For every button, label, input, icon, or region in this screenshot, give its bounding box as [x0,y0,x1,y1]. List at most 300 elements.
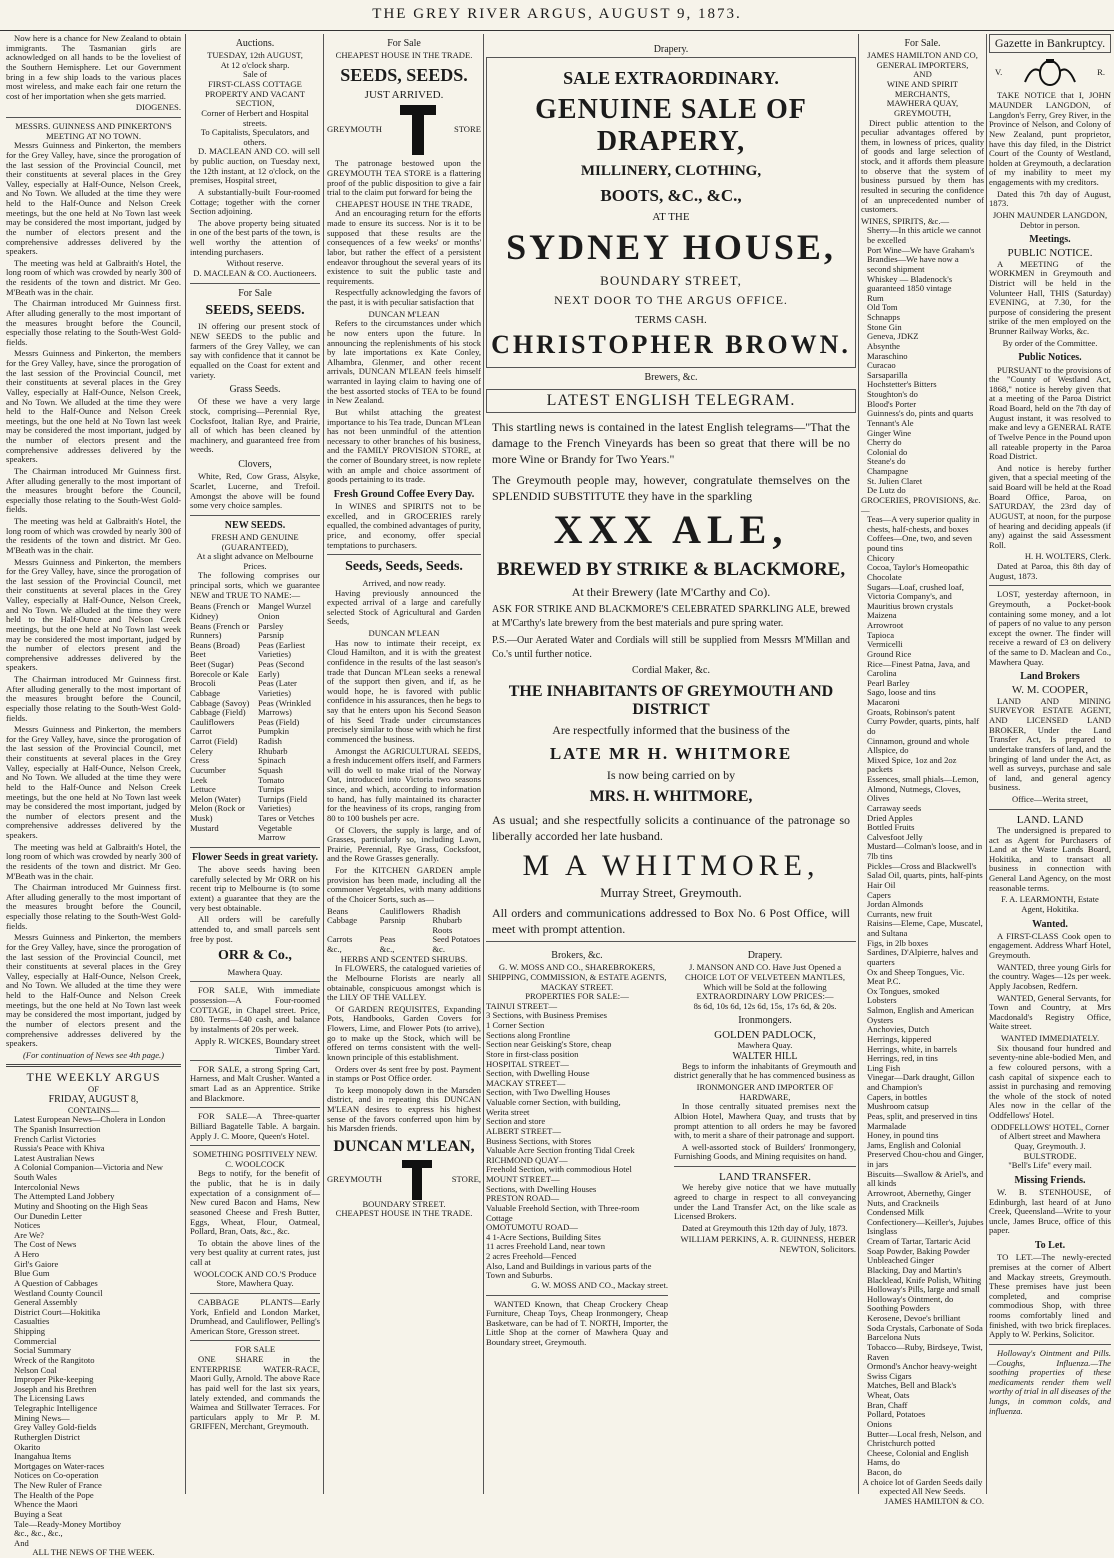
section-heading: Brewers, &c. [644,371,698,383]
list-item: Groats, Robinson's patent [867,706,956,717]
list-item: Cinnamon, ground and whole [867,735,970,746]
list-item: Butter—Local fresh, Nelson, and Christchurch potted [867,1428,982,1449]
golden-padlock: GOLDEN PADLOCK, [714,1028,816,1041]
list-item: Blood's Porter [867,398,917,409]
ad-paragraph: White, Red, Cow Grass, Alsyke, Scarlet, Lucerne, and Trefoil. Amongst the above will be found some very choice samples. [190,471,320,511]
column-notices [989,34,1111,1494]
list-item: Buying a Seat [14,1508,63,1519]
terms: TERMS CASH. [635,313,707,326]
list-item: Peas (Earliest Varieties) [258,639,306,660]
list-item: Vinegar—Dark draught, Gillon and Champion's [867,1072,975,1093]
list-item: Honey, in pound tins [867,1130,939,1141]
sale-item: FIRST-CLASS COTTAGE PROPERTY AND VACANT SECTION, [204,79,306,109]
next-door: NEXT DOOR TO THE ARGUS OFFICE. [554,293,788,308]
royal-coat-of-arms-icon [1020,57,1080,87]
list-item: Carrot [190,726,212,737]
ad-paragraph: For the KITCHEN GARDEN ample provision has been made, including all the commoner Vegetables, with many additions of the Choicer Sorts, such as— [327,865,481,904]
sub-heading: GROCERIES, PROVISIONS, &c.— [861,494,981,515]
list-item: Capers, in bottles [867,1091,927,1102]
xxx-ale-heading: XXX ALE, [553,506,789,552]
list-item: Chicory [867,552,895,563]
article-paragraph: The meeting was held at Galbraith's Hotel, the long room of which was crowded by nearly 300 of the residents of the town and district. Mr Geo. M'Beath was in the chair. [6,516,181,555]
ad-paragraph: As usual; and she respectfully solicits a continuance of the patronage so liberally accorded her late husband. [492,813,850,844]
list-item: A Question of Cabbages [14,1277,98,1288]
list-item: The Licensing Laws [14,1393,85,1404]
brokers-column [486,946,668,1350]
section-heading: Ironmongers. [738,1015,792,1027]
signature: ODDFELLOWS' HOTEL, Corner of Albert street and Mawhera Quay, Greymouth. J. BULSTRODE. [990,1121,1110,1161]
hamilton-heading: JAMES HAMILTON AND CO, [867,50,978,61]
ad-paragraph: A substantially-built Four-roomed Cottage; together with the corner Section adjoining. [190,186,320,217]
inhabitants-heading: THE INHABITANTS OF GREYMOUTH AND DISTRICT [508,682,834,718]
list-item: Melon (Water) [190,793,241,804]
ad-paragraph: WANTED, General Servants, for Town and Country, at Mrs Macdonald's Registry Office, Waite street. [989,992,1111,1032]
list-item: Arrowroot [867,620,904,631]
list-item: Cress [190,755,210,766]
price-note: At a slight advance on Melbourne Prices. [196,551,314,571]
list-item: &c., &c., &c., [14,1528,63,1539]
list-item: Store in first-class position [486,1048,579,1059]
ad-paragraph: TAKE NOTICE that I, JOHN MAUNDER LANGDON, of Langdon's Ferry, Grey River, in the Province of Nelson, and Colony of New Zealand, punt proprietor, have this day filed, in the District Court of the County of Westland, holden at Greymouth, a declaration of my inability to meet my engagements with my creditors. [989,90,1111,188]
ad-line: Are respectfully informed that the business of the [552,723,790,738]
section-heading: For Sale [238,287,272,299]
ad-paragraph: This startling news is contained in the latest English telegrams—"That the damage to the French Vineyards has been so great that there will be no more Wine or Brandy for Two Years." [492,420,850,467]
sub-heading: HERBS AND SCENTED SHRUBS. [340,953,468,964]
list-item: Bran, Chaff [867,1399,908,1410]
list-item: Improper Pike-keeping [14,1374,94,1385]
ad-paragraph: And an encouraging return for the efforts made to ensure its success. Nor is it to be supposed that these results are the consequences of a few weeks' or months' labor, but rather the effect of a persistent endeavor throughout the several years of its existence to suit the public taste and requirements. [327,208,481,286]
signature: WILLIAM PERKINS, A. R. GUINNESS, HEBER NEWTON, Solicitors. [680,1234,856,1255]
sub-heading: Flower Seeds in great variety. [192,851,318,863]
list-item: A Hero [14,1249,40,1259]
list-item: Curry Powder, quarts, pints, half do [867,716,980,736]
sydney-house-heading: SYDNEY HOUSE, [506,227,836,268]
sub-heading: WINE AND SPIRIT MERCHANTS, [886,79,959,99]
list-item: Girl's Gaiore [14,1258,59,1269]
list-item: Mustard [190,822,219,833]
list-item: Westland County Council [14,1287,103,1298]
list-item: Cauliflowers [379,905,425,916]
list-item: Carrots [327,934,353,945]
sale-extraordinary: SALE EXTRAORDINARY. [563,68,779,89]
article-paragraph: Now here is a chance for New Zealand to obtain immigrants. The Tasmanian girls are acknowledged on all hands to be the loveliest of the Southern Hemisphere. Let our Government bring in a few ship loads to the various places most wireless, and make each fair one return the cost of her importation when she gets married. [6,33,181,101]
list-item: Herrings, red, in tins [867,1053,938,1064]
ad-paragraph: All orders will be carefully attended to, and small parcels sent free by post. [190,914,320,944]
list-item: Rum [867,292,884,303]
list-item: Holloway's Ointment, do [867,1293,954,1304]
list-item: Mutiny and Shooting on the High Seas [14,1200,148,1211]
telegram-heading: LATEST ENGLISH TELEGRAM. [486,389,856,413]
list-item: Steane's do [867,456,906,467]
genuine-sale-heading: GENUINE SALE OF DRAPERY, [535,94,807,157]
list-item: Lobsters [867,995,897,1006]
weekly-date: FRIDAY, AUGUST 8, [48,1094,139,1106]
brewers-ad [486,389,856,661]
list-item: Inangahua Items [14,1451,72,1462]
list-item: Beans (French or Runners) [190,620,250,641]
list-item: And [14,1537,29,1548]
list-item: Business Sections, with Stores [486,1135,592,1146]
auction-time: At 12 o'clock sharp. [220,59,290,70]
list-item: Whiskey — Bladenock's guaranteed 1850 vintage [867,273,953,294]
list-item: MOUNT STREET— [486,1174,560,1185]
continuation-note: (For continuation of News see 4th page.) [22,1049,165,1060]
list-item: Tale—Ready-Money Mortiboy [14,1518,122,1529]
contents-list [6,1115,181,1548]
column-auctions [190,34,320,1494]
list-item: Also, Land and Buildings in various parts of the Town and Suburbs. [486,1260,652,1281]
masthead [0,0,1114,31]
signature: D. MACLEAN & CO. Auctioneers. [193,267,317,278]
m-a-whitmore: M A WHITMORE, [522,848,820,882]
list-item: Jordan Almonds [867,899,924,910]
ad-paragraph: We hereby give notice that we have mutually agreed to charge in respect to all conveyancing under the Land Transfer Act, on the like scale as Licensed Brokers. [674,1182,856,1222]
sub-heading: DUNCAN M'LEAN [368,628,440,639]
auction-date: TUESDAY, 12th AUGUST, [207,50,303,61]
moss-heading: G. W. MOSS AND CO., SHAREBROKERS, SHIPPING, COMMISSION, & ESTATE AGENTS, [487,962,667,982]
signature: WOOLCOCK AND CO.'S Produce Store, Mawhera Quay. [193,1268,317,1289]
list-item: 4 1-Acre Sections, Building Sites [486,1231,601,1242]
list-item: Cream of Tartar, Tartaric Acid [867,1236,971,1247]
sale-of: Sale of [242,69,268,80]
list-item: Carraway seeds [867,802,922,813]
list-item: Radish [258,736,282,747]
gazette-heading: Gazette in Bankruptcy. [989,34,1111,53]
list-item: Curacao [867,360,896,371]
sub-heading: AND [913,69,932,80]
list-item: Champagne [867,466,909,477]
list-item: Ox and Sheep Tongues, Vic. Meat P.C. [867,966,965,987]
list-item: Herrings, white, in barrels [867,1043,957,1054]
address: BOUNDARY STREET. [362,1198,446,1209]
sub-heading: Arrived, and now ready. [362,577,446,588]
ad-paragraph: FOR SALE—A Three-quarter Billiard Bagatelle Table. A bargain. Apply J. C. Moore, Queen's Hotel. [190,1111,320,1141]
list-item: Soda Crystals, Carbonate of Soda [867,1322,983,1333]
ad-line: "Bell's Life" every mail. [1008,1160,1092,1171]
list-item: Pollard, Potatoes [867,1409,926,1420]
list-item: Pearl Barley [867,677,910,688]
ad-paragraph: But whilst attaching the greatest importance to his Tea trade, Duncan M'Lean has not been unmindful of the attention necessary to other branches of his business, and the FAMILY PROVISION STORE, at the corner of Boundary street, is now replete with an ample and choice assortment of goods pertaining to its trade. [327,406,481,485]
groceries-list [861,515,984,1478]
sub-heading: EXTRAORDINARY LOW PRICES:— [696,991,834,1002]
article-paragraph: Messrs Guinness and Pinkerton, the members for the Grey Valley, have, since the prorogation of the last session of the Provincial Council, met their constituents at several places in the Grey Valley, especially at Half-Ounce, Nelson Creek, and No Town. We alluded at the time they were held to the Half-Ounce and Nelson Creek meetings, but the one held at No Town last week may be considered the most important, judged by the number of electors present and the comprehensive addresses delivered by the speakers. [6,348,181,465]
address: MACKAY STREET. [540,981,614,992]
list-item: Wreck of the Rangitoto [14,1354,95,1365]
without-reserve: Without reserve. [226,258,284,269]
list-item: Beans (French or Kidney) [190,601,250,621]
list-item: Cucumber [190,764,226,775]
signature: F. A. LEARMONTH, Estate Agent, Hokitika. [1001,894,1099,914]
list-item: Raisins—Eleme, Cape, Muscatel, and Sultana [867,918,983,939]
column-display-ads [486,40,856,1500]
list-item: Soap Powder, Baking Powder [867,1245,970,1256]
list-item: Notices [14,1220,41,1231]
article-paragraph: Messrs Guinness and Pinkerton, the members for the Grey Valley, have, since the prorogation of the last session of the Provincial Council, met their constituents at several places in the Grey Valley, especially at Half-Ounce, Nelson Creek, and No Town. We alluded at the time they were held to the Half-Ounce and Nelson Creek meetings, but the one held at No Town last week may be considered the most important, judged by the number of electors present and the comprehensive addresses delivered by the speakers. [6,140,181,257]
list-item: Peas (Later Varieties) [258,678,297,698]
list-item: Rhubarb Roots [432,915,462,935]
list-item: De Lutz do [867,485,906,496]
section-heading: Drapery. [747,950,783,962]
list-item: Peas (Second Early) [258,659,305,679]
sub-heading: SOMETHING POSITIVELY NEW. [192,1149,318,1160]
list-item: Leek [190,774,208,785]
list-item: Section, with Two Dwelling Houses [486,1087,611,1098]
drapery-column [674,946,856,1350]
list-item: Mangel Wurzel [258,601,312,612]
list-item: Pumpkin [258,726,290,737]
list-item: Hams, do [867,1457,900,1468]
list-item: Beans (Broad) [190,639,240,650]
list-item: Beet [190,649,206,660]
whitmore-ad [486,683,856,938]
list-item: Joseph and his Brethren [14,1383,97,1394]
wines-list [861,226,984,496]
list-item: Blacking, Day and Martin's [867,1264,962,1275]
duncan-mlean-heading: DUNCAN M'LEAN, [333,1137,475,1155]
list-item: Hochstetter's Bitters [867,379,937,390]
list-item: Blue Gum [14,1268,50,1279]
sub-heading: JUST ARRIVED. [364,88,444,101]
crest-letter: R. [1097,66,1105,77]
sub-heading: Clovers, [238,459,272,471]
list-item: Sections, with Dwelling Houses [486,1183,597,1194]
list-item: Unbleached Ginger [867,1255,935,1266]
list-item: 3 Sections, with Business Premises [486,1010,608,1021]
orr-heading: ORR & Co., [218,948,292,964]
list-item: 2 acres Freehold—Fenced [486,1251,577,1262]
address: Mawhera Quay. [227,966,283,977]
mrs-whitmore: MRS. H. WHITMORE, [589,788,753,806]
list-item: Nelson Coal [14,1364,57,1375]
list-item: Parsley [258,620,284,631]
signature: DIOGENES. [135,102,181,113]
public-notice-heading: PUBLIC NOTICE. [1007,247,1093,260]
all-news: ALL THE NEWS OF THE WEEK. [32,1547,155,1558]
sub-heading: PROPERTIES FOR SALE:— [525,991,629,1002]
list-item: Whence the Maori [14,1499,78,1510]
list-item: Arrowroot, Abernethy, Ginger Nuts, and Crackneils [867,1187,971,1208]
ad-paragraph: Respectfully acknowledging the favors of the past, it is with peculiar satisfaction that [327,287,481,308]
list-item: &c. [432,944,445,955]
list-item: Colonial do [867,446,908,457]
section-heading: Land Brokers [1020,671,1080,683]
ad-paragraph: A FIRST-CLASS Cook open to engagement. Address Wharf Hotel, Greymouth. [989,930,1111,960]
list-item: Salad Oil, quarts, pints, half-pints [867,870,983,881]
list-item: Blacklead, Knife Polish, Whiting [867,1274,982,1285]
ad-paragraph: To obtain the above lines of the very best quality at current rates, just call at [190,1237,320,1268]
ad-paragraph: Of these we have a very large stock, comprising—Perennial Rye, Cocksfoot, Italian Rye, and Prairie, all of which has been cleaned by machinery, and guaranteed free from weeds. [190,396,320,455]
list-item: The Spanish Insurrection [14,1123,101,1134]
list-item: Anchovies, Dutch [867,1024,930,1035]
ad-paragraph: ONE SHARE in the ENTERPRISE WATER-RACE, Maori Gully, Arnold. The above Race has paid well for the last six years, lately extended, and commands the Waimea and Stillwater Terraces. For particulars apply to Mr P. M. GRIFFEN, Merchant, Greymouth. [190,1354,320,1432]
ad-paragraph: The above seeds having been carefully selected by Mr ORR on his recent trip to Melbourne is (to some extent) a guarantee that they are the very best obtainable. [190,864,320,913]
seeds-heading: SEEDS, SEEDS. [205,302,305,318]
list-item: Preserved Chou-chou and Ginger, in jars [867,1149,984,1170]
list-item: Cocoa, Taylor's Homeopathic [867,562,969,573]
land-transfer-heading: LAND TRANSFER. [718,1171,812,1184]
list-item: Biscuits—Swallow & Ariel's, and all kinds [867,1168,984,1189]
ad-paragraph: Begs to notify, for the benefit of the public, that he is in daily expectation of a consignment of—New cured Bacon and Hams, New seasoned Cheese and Fresh Butter, Eggs, Wheat, Flour, Oatmeal, Pollard, Bran, Oats, &c., &c. [190,1168,320,1237]
millinery-heading: MILLINERY, CLOTHING, [580,163,762,180]
list-item: TAINUI STREET— [486,1000,558,1011]
at-the: AT THE [652,210,690,223]
list-item: Beans [327,905,349,916]
masthead-title: THE GREY RIVER ARGUS, AUGUST 9, 1873. [372,6,742,22]
list-item: Old Tom [867,302,898,313]
ad-paragraph: CABBAGE PLANTS—Early York, Enfield and London Market, Drumhead, and Cauliflower, Pelling's American Store, Gresson street. [190,1296,320,1336]
manson-heading: J. MANSON AND CO. Have Just Opened a [688,962,842,973]
list-item: Mortgages on Water-races [14,1460,105,1471]
ad-paragraph: D. MACLEAN AND CO. will sell by public auction, on Tuesday next, the 12th instant, at 12 o'clock, on the premises, Hospital street, [190,146,320,186]
list-item: Grey Valley Gold-fields [14,1422,97,1433]
list-item: MACKAY STREET— [486,1077,566,1088]
cooper-heading: W. M. COOPER, [1011,684,1089,697]
ad-paragraph: The following comprises our principal sorts, which we guarantee NEW and TRUE TO NAME:— [190,570,320,600]
weekly-contains: CONTAINS— [67,1104,120,1115]
list-item: Maraschino [867,350,908,361]
list-item: Rutherglen District [14,1431,80,1442]
list-item: Ox Tongues, smoked [867,985,940,996]
section-heading: To Let. [1034,1240,1066,1252]
list-item: Latest Australian News [14,1152,95,1163]
list-item: Wheat, Oats [867,1390,910,1401]
ad-paragraph: The Greymouth people may, however, congratulate themselves on the SPLENDID SUBSTITUTE they have in the sparkling [492,472,850,503]
weekly-argus-title: THE WEEKLY ARGUS [26,1070,161,1085]
list-item: Ground Rice [867,648,912,659]
article-paragraph: The Chairman introduced Mr Guinness first. After alluding generally to the most important of the measures brought before the Council, especially those relating to the South-West Gold-fields. [6,465,181,515]
signature: JAMES HAMILTON & CO. [884,1495,984,1506]
land-heading: LAND. LAND [1016,813,1084,826]
list-item: Essences, small phials—Lemon, Almond, Nutmegs, Cloves, Olives [867,774,979,804]
list-item: Port Wine—We have Graham's [867,244,975,255]
section-heading: Brokers, &c. [551,950,603,962]
signature: JOHN MAUNDER LANGDON, Debtor in person. [992,209,1108,230]
list-item: Cauliflowers [190,716,235,727]
ad-paragraph: LOST, yesterday afternoon, in Greymouth, a Pocket-book containing some money, and a lot of papers of no value to any person except the owner. The finder will receive a reward of £3 on delivery of the same to D. Maclean and Co., Mawhera Quay. [989,589,1111,667]
section-heading: Wanted. [1032,918,1068,930]
list-item: Social Summary [14,1345,72,1356]
list-item: Seed Potatoes [432,934,481,945]
list-item: Bottled Fruits [867,822,915,833]
list-item: Teas—A very superior quality in chests, half-chests, and boxes [867,514,980,534]
list-item: Chocolate [867,571,902,582]
ad-paragraph: In WINES and SPIRITS not to be excelled, and in GROCERIES rarely equalled, the combined advantages of purity, price, and economy, offer special temptations to purchasers. [327,501,481,550]
list-item: Casualties [14,1316,50,1327]
list-item: Dried Apples [867,812,913,823]
list-item: Hair Oil [867,879,896,890]
sub-heading: C. WOOLCOCK [225,1158,285,1169]
list-item: Rhadish [432,905,461,916]
list-item: Figs, in 2lb boxes [867,937,929,948]
address: MAWHERA QUAY, GREYMOUTH, [886,98,959,118]
list-item: Maizena [867,610,897,621]
list-item: Allspice, do [867,745,909,756]
list-item: Sago, loose and tins [867,687,936,698]
list-item: Okarito [14,1441,41,1452]
list-item: The New Ruler of France [14,1480,102,1490]
list-item: Cabbage (Savoy) [190,697,250,708]
logo-text: STORE, [451,1173,481,1184]
list-item: Mustard—Colman's loose, and in 7lb tins [867,841,983,862]
bottom-ads [486,946,856,1350]
tea-store-logo [327,1160,481,1200]
ad-paragraph: Begs to inform the inhabitants of Greymouth and district generally that he has commenced business as [674,1060,856,1081]
column-tea-store [327,34,481,1494]
ad-line: A choice lot of Garden Seeds daily expected All New Seeds. [862,1476,983,1497]
article-paragraph: The meeting was held at Galbraith's Hotel, the long room of which was crowded by nearly 300 of the residents of the town and district. Mr Geo. M'Beath was in the chair. [6,257,181,297]
ad-paragraph: The above property being situated in one of the best parts of the town, is well worthy the attention of intending purchasers. [190,217,320,257]
address: Murray Street, Greymouth. [600,885,742,901]
list-item: Cabbage [327,915,358,926]
ad-paragraph: To keep monopoly down in the Marsden district, and in repeating this DUNCAN M'LEAN desires to express his highest sense of the favors conferred upon him by his Marsden friends. [327,1084,481,1134]
list-item: HOSPITAL STREET— [486,1058,569,1069]
list-item: Valuable Freehold Section, with Three-room Cottage [486,1202,640,1223]
sub-heading: GENERAL IMPORTERS, [876,59,969,70]
ad-paragraph: Holloway's Ointment and Pills.—Coughs, Influenza.—The soothing properties of these medicaments render them well worthy of trial in all diseases of the lungs, in common colds, and influenza. [989,1347,1111,1416]
sale-corner: Corner of Herbert and Hospital streets. [201,107,309,128]
ad-paragraph: Six thousand four hundred and seventy-nine able-bodied Men, and a few coloured persons, with a cash capital of sixpence each to assist in purchasing and removing the whole of the stock of noted Ales now in the cellar of the Oddfellows' Hotel. [989,1042,1111,1120]
list-item: Matches, Bell and Black's [867,1380,957,1391]
ad-paragraph: P.S.—Our Aerated Water and Cordials will still be supplied from Messrs M'Millan and Co.'s until further notice. [492,635,850,660]
list-item: Werita street [486,1106,530,1117]
list-item: Section and store [486,1116,546,1127]
list-item: Bacon, do [867,1467,902,1478]
list-item: Tares or Vetches [258,813,315,824]
ad-paragraph: Dated at Paroa, this 8th day of August, 1873. [989,561,1111,581]
column-rule [323,34,324,1494]
list-item: &c., [379,944,395,955]
sub-heading: CHOICE LOT OF VELVETEEN MANTLES, [684,971,846,982]
ad-paragraph: Of Clovers, the supply is large, and of Grasses, particularly so, including Lawn, Prairie, Perennial, Rye Grass, Cocksfoot, and the Rowe Grasses generally. [327,824,481,864]
ad-paragraph: LAND AND MINING SURVEYOR ESTATE AGENT, AND LICENSED LAND BROKER, Under the Land Transfer Act, Is prepared to undertake transfers of land, and the bringing of land under the Act, as well as surveys, purchase and sale of land, and general agency business. [989,695,1111,793]
tea-letter-t-icon [400,105,436,155]
list-item: Cheese, Colonial and English [867,1447,969,1458]
list-item: The Cost of News [14,1239,77,1250]
list-item: Cherry do [867,437,902,448]
list-item: Cabbage [190,687,221,698]
vegetable-list [327,907,481,955]
column-rule [185,34,186,1494]
list-item: Turnips [258,784,285,795]
list-item: Stoughton's do [867,389,918,400]
list-item: Guinness's do, pints and quarts [867,408,974,419]
tea-letter-t-icon [402,1160,432,1200]
section-heading: Auctions. [235,38,275,49]
ad-line: Which will be Sold at the following [703,981,827,992]
list-item: Are We? [14,1229,44,1240]
address: BOUNDARY STREET, [600,272,742,288]
ad-paragraph: Of GARDEN REQUISITES, Expanding Pots, Handbooks, Garden Covers for Flowers, Lime, and Flower Pots (to arrive), go to make up the Stock, which will be offered on terms consistent with the well-known principle of this establishment. [327,1003,481,1062]
ad-paragraph: A well-assorted stock of Builders' Ironmongery, Furnishing Goods, and Mining requisites on hand. [674,1141,856,1162]
section-heading: For Sale [387,38,421,49]
article-paragraph: The meeting was held at Galbraith's Hotel, the long room of which was crowded by nearly 300 of the residents of the town and district. Mr Geo. M'Beath was in the chair. [6,841,181,881]
list-item: Tapioca [867,629,895,640]
walter-hill: WALTER HILL [732,1050,798,1062]
article-paragraph: The Chairman introduced Mr Guinness first. After alluding generally to the most important of the measures brought before the Council, especially those relating to the South-West Gold-fields. [6,882,181,931]
list-item: Kerosene, Devoe's brilliant [867,1313,961,1324]
list-item: &c., [327,944,342,955]
ad-paragraph: In those centrally situated premises next the Albion Hotel, Mawhera Quay, and trusts that by prompt attention to all orders he may be favored with, to merit a share of their patronage and support. [674,1101,856,1141]
list-item: Mixed Spice, 1oz and 2oz packets [867,754,957,775]
ad-paragraph: A MEETING of the WORKMEN in Greymouth and District will be held in the Volunteer Hall, THIS (Saturday) EVENING, at 7.30, for the purpose of considering the present strike of the men employed on the Brunner Railway Works, &c. [989,258,1111,337]
column-rule [858,34,859,1494]
list-item: Vermicelli [867,639,903,650]
list-item: Vegetable Marrow [258,822,292,843]
sub-heading: CHEAPEST HOUSE IN THE TRADE. [335,50,473,61]
boots-heading: BOOTS, &C., &C., [600,185,742,205]
list-item: ALBERT STREET— [486,1125,561,1136]
article-paragraph: The Chairman introduced Mr Guinness first. After alluding generally to the most important of the measures brought before the Council, especially those relating to the South-West Gold-fields. [6,298,181,347]
